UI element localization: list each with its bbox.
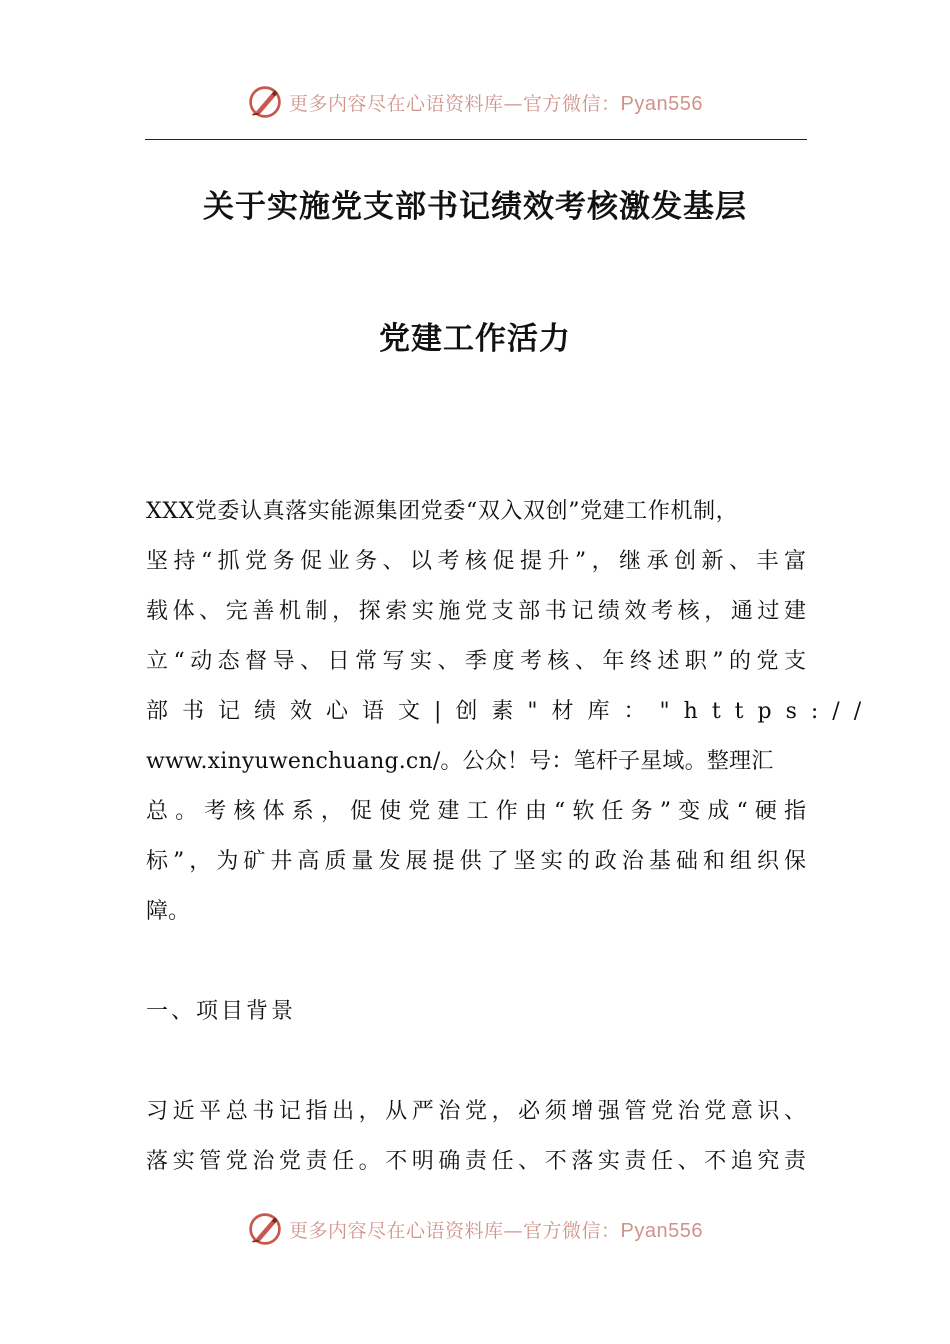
watermark-text: 更多内容尽在心语资料库—官方微信：Pyan556	[289, 92, 703, 115]
intro-line: 立“动态督导、日常写实、季度考核、年终述职”的党支	[146, 649, 806, 674]
intro-line: 载体、完善机制，探索实施党支部书记绩效考核，通过建	[146, 599, 806, 624]
section-paragraph	[146, 1087, 806, 1187]
header-watermark	[0, 82, 950, 122]
watermark-text: 更多内容尽在心语资料库—官方微信：Pyan556	[289, 1219, 703, 1242]
section-line: 落实管党治党责任。不明确责任、不落实责任、不追究责	[146, 1149, 806, 1174]
document-title-line-2: 党建工作活力	[379, 321, 571, 357]
intro-line: 总。考核体系，促使党建工作由“软任务”变成“硬指	[146, 799, 806, 824]
section-heading-text: 一、项目背景	[146, 999, 297, 1024]
intro-line: 障。	[146, 899, 191, 924]
wechat-id: Pyan556	[620, 92, 703, 115]
section-heading	[146, 987, 806, 1037]
intro-line: XXX党委认真落实能源集团党委“双入双创”党建工作机制，	[146, 499, 739, 524]
wechat-id: Pyan556	[620, 1219, 703, 1242]
section-line: 习近平总书记指出，从严治党，必须增强管党治党意识、	[146, 1099, 806, 1124]
intro-line: 标”，为矿井高质量发展提供了坚实的政治基础和组织保	[146, 849, 806, 874]
document-title-line-1: 关于实施党支部书记绩效考核激发基层	[203, 189, 747, 225]
pen-logo-icon	[247, 84, 283, 120]
footer-watermark	[0, 1209, 950, 1249]
intro-paragraph	[146, 487, 876, 937]
intro-line: www.xinyuwenchuang.cn/。公众！号：笔杆子星域。整理汇	[146, 749, 774, 774]
intro-line: 坚持“抓党务促业务、以考核促提升”，继承创新、丰富	[146, 549, 806, 574]
pen-logo-icon	[247, 1211, 283, 1247]
header-divider	[145, 139, 807, 140]
intro-line: 部书记绩效心语文|创素"材库："https://	[146, 699, 876, 724]
